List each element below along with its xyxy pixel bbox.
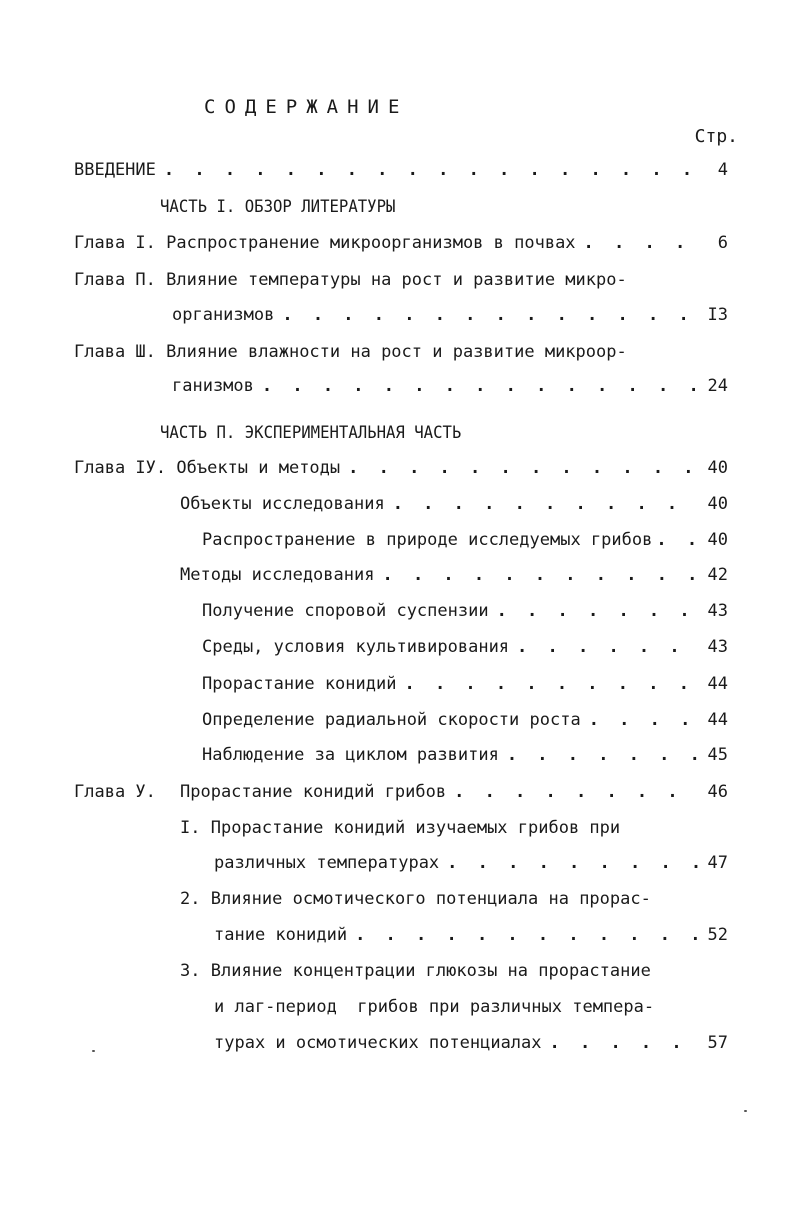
toc-page-number: 47 — [707, 853, 728, 873]
section-label: I. — [180, 818, 201, 838]
toc-entry-text: ВВЕДЕНИЕ — [74, 160, 156, 180]
toc-entry-text: Методы исследования — [180, 565, 375, 585]
dot-leader — [164, 160, 700, 180]
page-column-label: Стр. — [694, 126, 738, 147]
dot-leader — [507, 745, 700, 765]
chapter-label: Глава IУ. — [74, 458, 167, 478]
toc-entry-text: Объекты исследования — [180, 494, 385, 514]
dot-leader — [656, 530, 702, 550]
toc-page-number: 40 — [707, 494, 728, 514]
dot-leader — [584, 233, 700, 253]
dot-leader — [393, 494, 700, 514]
toc-entry-chapter-2 — [172, 305, 728, 331]
toc-entry-section-5-1-line1 — [180, 818, 620, 838]
toc-entry-section-5-1 — [214, 853, 728, 879]
toc-entry-germination — [202, 674, 728, 700]
toc-entry-text: Прорастание конидий грибов — [180, 782, 447, 802]
chapter-label: Глава У. — [74, 782, 156, 802]
dot-leader — [550, 1033, 700, 1053]
toc-entry-section-5-3-line2: и лаг-период грибов при различных темпера- — [214, 997, 655, 1017]
toc-entry-chapter-3 — [172, 376, 728, 402]
toc-entry-text: Влияние концентрации глюкозы на прорастание — [210, 961, 651, 981]
toc-entry-distribution — [202, 530, 728, 556]
toc-entry-radial-growth — [202, 710, 728, 736]
toc-entry-text: различных температурах — [214, 853, 440, 873]
toc-page-number: 6 — [717, 233, 728, 253]
section-label: 3. — [180, 961, 201, 981]
toc-entry-spore-suspension — [202, 601, 728, 627]
toc-entry-text: Влияние влажности на рост и развитие микроор- — [166, 342, 627, 362]
toc-entry-text: Среды, условия культивирования — [202, 637, 510, 657]
scan-speck — [92, 1050, 95, 1052]
toc-page-number: 46 — [707, 782, 728, 802]
dot-leader — [589, 710, 700, 730]
toc-entry-section-5-3-line1 — [180, 961, 651, 981]
toc-entry-text: тание конидий — [214, 925, 348, 945]
dot-leader — [348, 458, 700, 478]
toc-entry-chapter-3-line1 — [74, 342, 627, 362]
chapter-label: Глава П. — [74, 270, 156, 290]
page-title: СОДЕРЖАНИЕ — [204, 96, 409, 118]
dot-leader — [355, 925, 700, 945]
toc-page-number: 45 — [707, 745, 728, 765]
toc-entry-section-5-2 — [214, 925, 728, 951]
dot-leader — [497, 601, 700, 621]
toc-entry-text: Получение споровой суспензии — [202, 601, 489, 621]
part-heading-2: ЧАСТЬ П. ЭКСПЕРИМЕНТАЛЬНАЯ ЧАСТЬ — [160, 423, 462, 443]
part-heading-1: ЧАСТЬ I. ОБЗОР ЛИТЕРАТУРЫ — [160, 197, 396, 217]
dot-leader — [454, 782, 700, 802]
toc-entry-text: ганизмов — [172, 376, 254, 396]
toc-entry-chapter-4 — [74, 458, 728, 484]
toc-entry-text: турах и осмотических потенциалах — [214, 1033, 542, 1053]
toc-page-number: 44 — [707, 710, 728, 730]
toc-entry-objects — [180, 494, 728, 520]
toc-entry-chapter-2-line1 — [74, 270, 627, 290]
toc-page-number: 24 — [707, 376, 728, 396]
toc-entry-media — [202, 637, 728, 663]
toc-entry-text: организмов — [172, 305, 275, 325]
toc-page-number: 4 — [717, 160, 728, 180]
toc-entry-introduction — [74, 160, 728, 186]
section-label: 2. — [180, 889, 201, 909]
scan-speck — [744, 1110, 747, 1112]
dot-leader — [404, 674, 700, 694]
toc-page-number: 52 — [707, 925, 728, 945]
toc-entry-text: Объекты и методы — [176, 458, 341, 478]
toc-entry-methods — [180, 565, 728, 591]
toc-page-number: 42 — [707, 565, 728, 585]
toc-page-number: 57 — [707, 1033, 728, 1053]
toc-page-number: 40 — [707, 458, 728, 478]
dot-leader — [282, 305, 700, 325]
toc-entry-text: Прорастание конидий — [202, 674, 397, 694]
dot-leader — [447, 853, 700, 873]
dot-leader — [262, 376, 700, 396]
toc-page-number: I3 — [707, 305, 728, 325]
toc-entry-text: Влияние температуры на рост и развитие микро- — [166, 270, 627, 290]
toc-entry-text: Определение радиальной скорости роста — [202, 710, 581, 730]
chapter-label: Глава Ш. — [74, 342, 156, 362]
dot-leader — [382, 565, 700, 585]
chapter-label: Глава I. — [74, 233, 156, 253]
toc-entry-chapter-1 — [74, 233, 728, 259]
toc-page-number: 44 — [707, 674, 728, 694]
toc-entry-text: Влияние осмотического потенциала на прорас- — [210, 889, 651, 909]
toc-entry-section-5-2-line1 — [180, 889, 651, 909]
toc-page-number: 40 — [707, 530, 728, 550]
toc-entry-text: Распространение микроорганизмов в почвах — [166, 233, 576, 253]
toc-page-number: 43 — [707, 637, 728, 657]
toc-entry-chapter-5 — [74, 782, 728, 808]
toc-entry-development-cycle — [202, 745, 728, 771]
toc-entry-text: Прорастание конидий изучаемых грибов при — [210, 818, 621, 838]
toc-entry-text: Распространение в природе исследуемых грибов — [202, 530, 653, 550]
toc-entry-section-5-3 — [214, 1033, 728, 1059]
dot-leader — [517, 637, 700, 657]
toc-page-number: 43 — [707, 601, 728, 621]
toc-entry-text: Наблюдение за циклом развития — [202, 745, 499, 765]
